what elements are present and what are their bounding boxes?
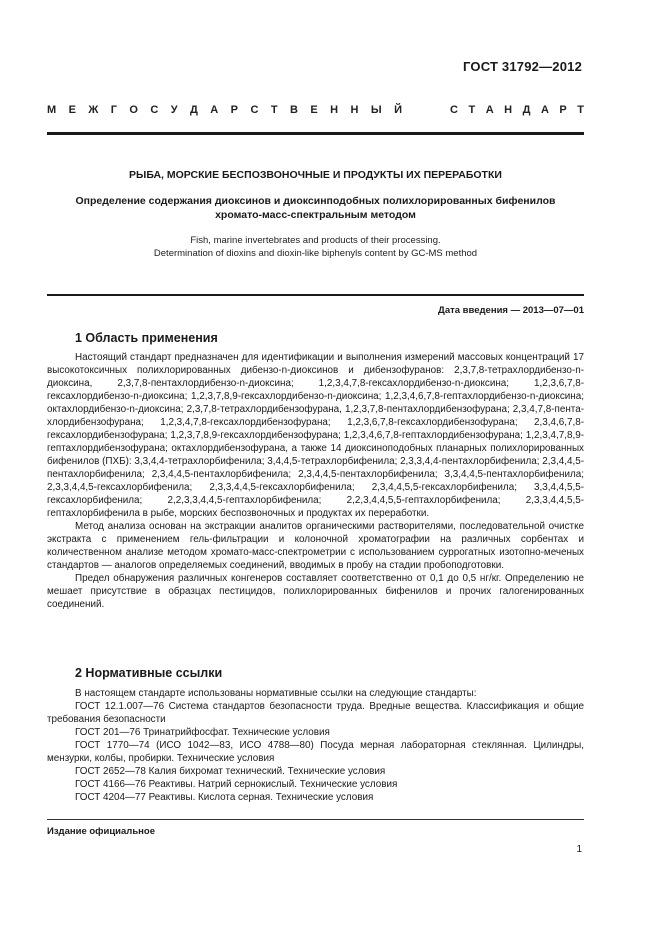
reference-item: ГОСТ 2652—78 Калия бихромат технический. Технические условия <box>75 766 386 777</box>
banner-letter: Н <box>504 104 513 116</box>
banner-letter: О <box>129 104 138 116</box>
banner-letter: В <box>289 104 298 116</box>
banner-letter: Е <box>68 104 76 116</box>
banner-word-interstate <box>47 104 402 116</box>
gost-code: ГОСТ 31792—2012 <box>463 59 582 74</box>
banner-letter: Ж <box>88 104 99 116</box>
banner-letter: Г <box>110 104 117 116</box>
banner-letter: Н <box>350 104 359 116</box>
banner-letter: Д <box>522 104 531 116</box>
middle-rule <box>47 294 584 296</box>
footer-rule <box>47 819 584 820</box>
reference-item: ГОСТ 201—76 Тринатрийфосфат. Технические условия <box>75 727 330 738</box>
english-title-line: Determination of dioxins and dioxin-like biphenyls content by GC-MS method <box>153 248 478 259</box>
banner-letter: С <box>150 104 159 116</box>
banner-letter: Р <box>230 104 239 116</box>
introduction-date: Дата введения — 2013—07—01 <box>438 305 584 316</box>
banner-letter: Ы <box>370 104 382 116</box>
standard-banner <box>47 104 584 116</box>
section-2-body <box>47 687 584 804</box>
section-1-title: 1 Область применения <box>75 331 218 345</box>
banner-letter: М <box>47 104 57 116</box>
subtitle-line: Определение содержания диоксинов и диоксинподобных полихлорированных бифенилов <box>75 195 556 207</box>
banner-letter: Е <box>310 104 318 116</box>
paragraph: В настоящем стандарте использованы нормативные ссылки на следующие стандарты: <box>75 688 477 699</box>
banner-letter: А <box>210 104 219 116</box>
document-title: РЫБА, МОРСКИЕ БЕСПОЗВОНОЧНЫЕ И ПРОДУКТЫ ИХ ПЕРЕРАБОТКИ <box>129 169 502 181</box>
section-1-body <box>47 351 584 611</box>
subtitle-line: хромато-масс-спектральным методом <box>215 209 416 221</box>
section-2-title: 2 Нормативные ссылки <box>75 666 223 680</box>
reference-item: ГОСТ 1770—74 (ИСО 1042—83, ИСО 4788—80) Посуда мерная лабораторная стеклянная. Цилиндры, мензурки, колбы, пробирки. Технические условия <box>47 740 584 764</box>
banner-letter: А <box>540 104 549 116</box>
banner-letter: У <box>170 104 178 116</box>
reference-item: ГОСТ 4166—76 Реактивы. Натрий сернокислый. Технические условия <box>75 779 398 790</box>
page-number: 1 <box>576 844 582 855</box>
banner-letter: Д <box>190 104 198 116</box>
banner-letter: А <box>485 104 494 116</box>
document-subtitle <box>60 194 571 222</box>
reference-item: ГОСТ 12.1.007—76 Система стандартов безопасности труда. Вредные вещества. Классификация и общие требования безопасности <box>47 701 584 725</box>
paragraph: Метод анализа основан на экстракции аналитов органическими растворителями, последовательной очистке экстракта с применением гель-фильтрации и колоночной хроматографии на различных сорбентах и количественном анализе методом хромато-масс-спектрометрии с использованием суррогатных изотопно-меченых стандартов — аналогов определяемых соединений, вводимых в пробу на стадии пробоподготовки. <box>47 521 584 571</box>
banner-letter: Й <box>394 104 402 116</box>
reference-item: ГОСТ 4204—77 Реактивы. Кислота серная. Технические условия <box>75 792 374 803</box>
top-rule <box>47 132 584 135</box>
banner-letter: С <box>250 104 259 116</box>
banner-letter: Т <box>270 104 278 116</box>
paragraph: Предел обнаружения различных конгенеров составляет соответственно от 0,1 до 0,5 нг/кг. Определению не мешает присутствие в образцах пестицидов, полихлорированных бифенилов и прочих галогенированных соединений. <box>47 573 584 610</box>
paragraph: Настоящий стандарт предназначен для идентификации и выполнения измерений массовых концентраций 17 высокотоксичных полихлорированных дибензо-n-диоксинов и дибензофуранов: 2,3,7,8-тетрахлордибензо-n-диоксина, 2,3,7,8-пентахлордибензо-n-диоксина; 1,2,3,4,7,8-гексахлордибензо-n-диоксина; 1,2,3,6,7,8-гексахлордибензо-n-диоксина; 1,2,3,7,8,9-гексахлордибензо-n-диоксина; 1,2,3,4,6,7,8-гептахлордибензо-n-диоксина; октахлордибензо-n-диоксина; 2,3,7,8-тетрахлордибензофурана, 1,2,3,7,8-пентахлордибензофурана; 2,3,4,7,8-пента-хлордибензофурана; 1,2,3,4,7,8-гексахлордибензофурана; 1,2,3,6,7,8-гексахлордибензофурана; 2,3,4,6,7,8-гексахлордибензофурана; 1,2,3,7,8,9-гексахлордибензофурана; 1,2,3,4,6,7,8-гептахлордибензофурана; 1,2,3,4,7,8,9-гептахлордибензофурана; октахлордибензофурана, а также 14 диоксиноподобных планарных полихлорированных бифенилов (ПХБ): 3,3,4,4-тетрахлорбифенила; 3,4,4,5-тетрахлорбифенила; 2,3,3,4,4-пентахлорбифенила; 2,3,4,4,5-пентахлорбифенила; 2,3,4,4,5-пентахлорбифенила; 2,3,4,4,5-пентахлорбифенила; 3,3,4,4,5-пентахлорбифенила; 2,3,3,4,4,5-гексахлорбифенила; 2,3,3,4,4,5-гексахлорбифенила; 2,3,4,4,5,5-гексахлорбифенила; 3,3,4,4,5,5-гексахлорбифенила; 2,2,3,3,4,4,5-гептахлорбифенила; 2,2,3,4,4,5,5-гептахлорбифенила; 2,3,3,4,4,5,5-гептахлорбифенила в рыбе, морских беспозвоночных и продуктах их переработки. <box>47 352 585 519</box>
banner-letter: С <box>450 104 458 116</box>
english-title <box>47 234 584 260</box>
banner-letter: Т <box>577 104 584 116</box>
official-edition-label: Издание официальное <box>47 826 155 837</box>
english-title-line: Fish, marine invertebrates and products of their processing. <box>190 235 441 246</box>
banner-letter: Р <box>559 104 567 116</box>
banner-letter: Н <box>330 104 339 116</box>
banner-word-standard <box>450 104 584 116</box>
banner-letter: Т <box>468 104 476 116</box>
